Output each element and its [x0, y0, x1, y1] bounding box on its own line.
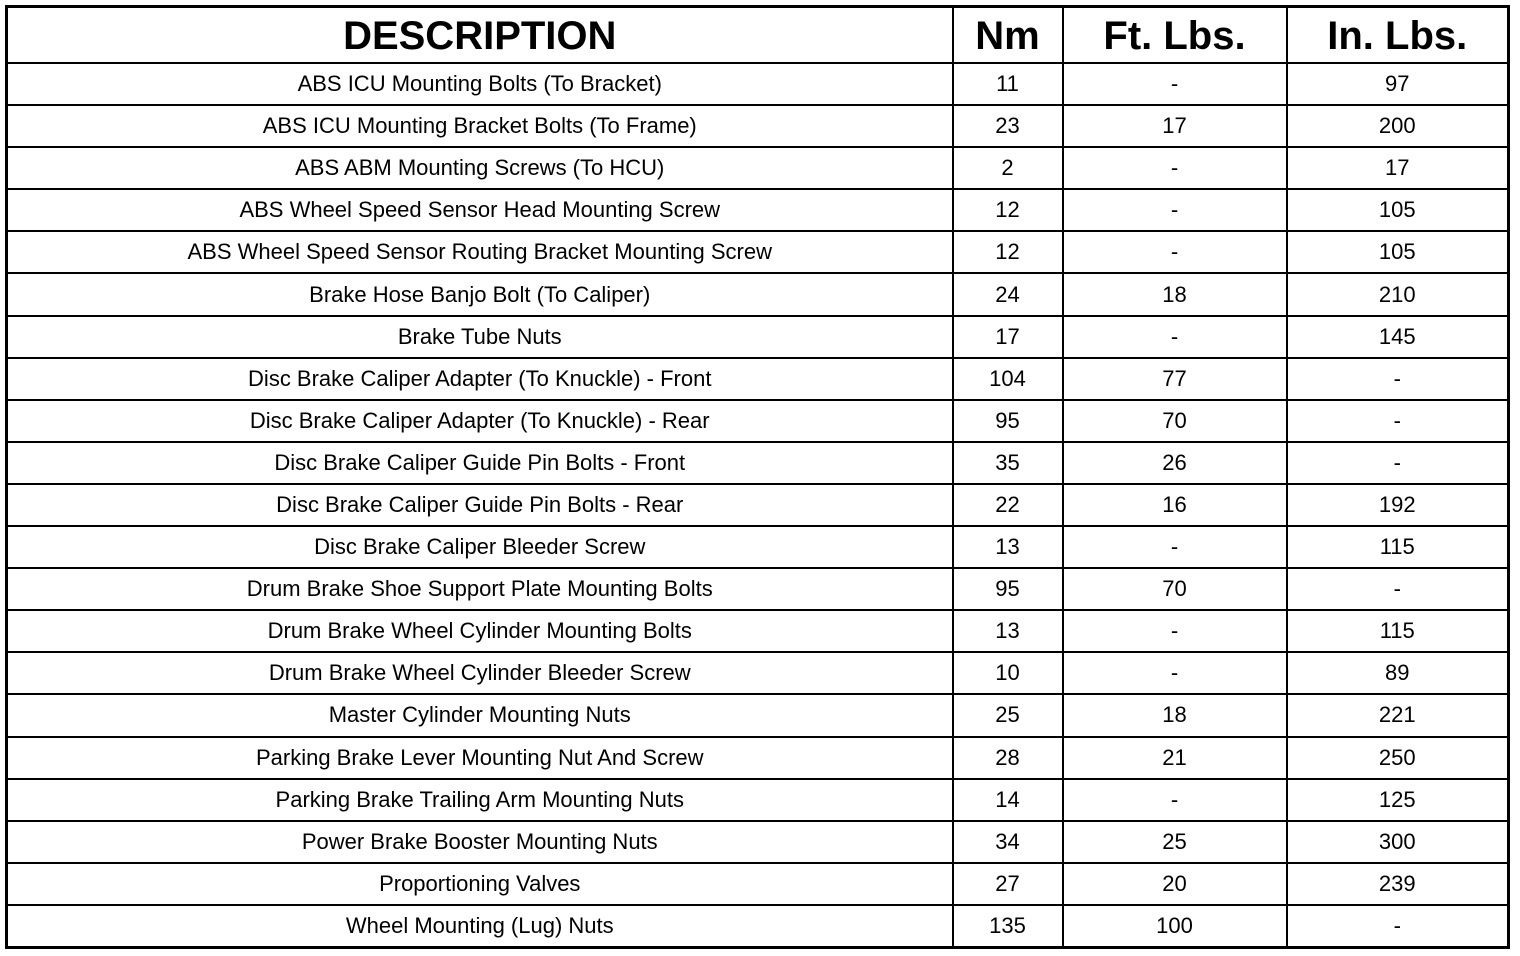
cell-ft-lbs: 16 — [1063, 484, 1287, 526]
table-row — [7, 189, 1509, 231]
cell-description: ABS Wheel Speed Sensor Routing Bracket Mounting Screw — [7, 231, 953, 273]
cell-in-lbs: - — [1287, 905, 1509, 948]
cell-in-lbs: 210 — [1287, 273, 1509, 315]
cell-in-lbs: 239 — [1287, 863, 1509, 905]
cell-in-lbs: - — [1287, 442, 1509, 484]
table-row — [7, 779, 1509, 821]
cell-description: Brake Tube Nuts — [7, 316, 953, 358]
cell-ft-lbs: 17 — [1063, 105, 1287, 147]
cell-ft-lbs: 70 — [1063, 568, 1287, 610]
cell-nm: 104 — [953, 358, 1063, 400]
cell-nm: 11 — [953, 63, 1063, 105]
cell-description: Brake Hose Banjo Bolt (To Caliper) — [7, 273, 953, 315]
cell-nm: 25 — [953, 694, 1063, 736]
cell-ft-lbs: - — [1063, 63, 1287, 105]
cell-description: Parking Brake Lever Mounting Nut And Screw — [7, 737, 953, 779]
cell-nm: 27 — [953, 863, 1063, 905]
header-ft-lbs: Ft. Lbs. — [1063, 7, 1287, 64]
cell-nm: 17 — [953, 316, 1063, 358]
cell-ft-lbs: - — [1063, 779, 1287, 821]
cell-in-lbs: - — [1287, 400, 1509, 442]
cell-nm: 2 — [953, 147, 1063, 189]
cell-description: Disc Brake Caliper Adapter (To Knuckle) - Rear — [7, 400, 953, 442]
cell-nm: 12 — [953, 231, 1063, 273]
cell-in-lbs: 300 — [1287, 821, 1509, 863]
header-in-lbs: In. Lbs. — [1287, 7, 1509, 64]
cell-description: Parking Brake Trailing Arm Mounting Nuts — [7, 779, 953, 821]
table-header — [7, 7, 1509, 64]
cell-nm: 22 — [953, 484, 1063, 526]
cell-nm: 10 — [953, 652, 1063, 694]
cell-in-lbs: 125 — [1287, 779, 1509, 821]
table-row — [7, 63, 1509, 105]
cell-nm: 95 — [953, 568, 1063, 610]
cell-nm: 23 — [953, 105, 1063, 147]
cell-in-lbs: 105 — [1287, 231, 1509, 273]
cell-description: ABS ICU Mounting Bolts (To Bracket) — [7, 63, 953, 105]
cell-ft-lbs: 26 — [1063, 442, 1287, 484]
cell-ft-lbs: - — [1063, 652, 1287, 694]
table-row — [7, 273, 1509, 315]
cell-nm: 35 — [953, 442, 1063, 484]
cell-in-lbs: 250 — [1287, 737, 1509, 779]
header-nm: Nm — [953, 7, 1063, 64]
cell-ft-lbs: 18 — [1063, 273, 1287, 315]
cell-nm: 28 — [953, 737, 1063, 779]
cell-in-lbs: 97 — [1287, 63, 1509, 105]
cell-ft-lbs: 70 — [1063, 400, 1287, 442]
cell-ft-lbs: - — [1063, 147, 1287, 189]
cell-ft-lbs: - — [1063, 189, 1287, 231]
table-row — [7, 400, 1509, 442]
table-row — [7, 105, 1509, 147]
cell-in-lbs: - — [1287, 568, 1509, 610]
cell-ft-lbs: 25 — [1063, 821, 1287, 863]
cell-in-lbs: 17 — [1287, 147, 1509, 189]
cell-ft-lbs: 18 — [1063, 694, 1287, 736]
cell-nm: 13 — [953, 526, 1063, 568]
cell-nm: 13 — [953, 610, 1063, 652]
cell-nm: 34 — [953, 821, 1063, 863]
table-row — [7, 568, 1509, 610]
cell-description: Disc Brake Caliper Bleeder Screw — [7, 526, 953, 568]
table-body — [7, 63, 1509, 948]
table-row — [7, 652, 1509, 694]
table-row — [7, 526, 1509, 568]
table-row — [7, 905, 1509, 948]
table-row — [7, 484, 1509, 526]
cell-in-lbs: 89 — [1287, 652, 1509, 694]
cell-description: Disc Brake Caliper Guide Pin Bolts - Rear — [7, 484, 953, 526]
cell-nm: 14 — [953, 779, 1063, 821]
cell-ft-lbs: - — [1063, 526, 1287, 568]
table-row — [7, 863, 1509, 905]
table-row — [7, 610, 1509, 652]
cell-ft-lbs: - — [1063, 610, 1287, 652]
table-row — [7, 442, 1509, 484]
cell-description: Master Cylinder Mounting Nuts — [7, 694, 953, 736]
cell-ft-lbs: 21 — [1063, 737, 1287, 779]
cell-in-lbs: 221 — [1287, 694, 1509, 736]
cell-description: Wheel Mounting (Lug) Nuts — [7, 905, 953, 948]
torque-spec-table — [5, 5, 1510, 949]
cell-description: Drum Brake Shoe Support Plate Mounting Bolts — [7, 568, 953, 610]
cell-description: ABS Wheel Speed Sensor Head Mounting Screw — [7, 189, 953, 231]
cell-nm: 12 — [953, 189, 1063, 231]
table-row — [7, 821, 1509, 863]
cell-in-lbs: 115 — [1287, 526, 1509, 568]
cell-in-lbs: 105 — [1287, 189, 1509, 231]
cell-in-lbs: - — [1287, 358, 1509, 400]
cell-nm: 135 — [953, 905, 1063, 948]
table-row — [7, 358, 1509, 400]
cell-in-lbs: 192 — [1287, 484, 1509, 526]
table-row — [7, 694, 1509, 736]
cell-in-lbs: 145 — [1287, 316, 1509, 358]
cell-nm: 95 — [953, 400, 1063, 442]
header-description: DESCRIPTION — [7, 7, 953, 64]
cell-description: Drum Brake Wheel Cylinder Mounting Bolts — [7, 610, 953, 652]
cell-description: Power Brake Booster Mounting Nuts — [7, 821, 953, 863]
cell-in-lbs: 200 — [1287, 105, 1509, 147]
cell-description: Proportioning Valves — [7, 863, 953, 905]
table-row — [7, 147, 1509, 189]
header-row — [7, 7, 1509, 64]
cell-in-lbs: 115 — [1287, 610, 1509, 652]
table-row — [7, 316, 1509, 358]
cell-description: Disc Brake Caliper Adapter (To Knuckle) - Front — [7, 358, 953, 400]
table-row — [7, 737, 1509, 779]
cell-ft-lbs: - — [1063, 316, 1287, 358]
cell-ft-lbs: 100 — [1063, 905, 1287, 948]
cell-nm: 24 — [953, 273, 1063, 315]
cell-description: Disc Brake Caliper Guide Pin Bolts - Front — [7, 442, 953, 484]
cell-description: Drum Brake Wheel Cylinder Bleeder Screw — [7, 652, 953, 694]
cell-ft-lbs: 77 — [1063, 358, 1287, 400]
cell-ft-lbs: - — [1063, 231, 1287, 273]
cell-description: ABS ICU Mounting Bracket Bolts (To Frame) — [7, 105, 953, 147]
table-row — [7, 231, 1509, 273]
cell-ft-lbs: 20 — [1063, 863, 1287, 905]
cell-description: ABS ABM Mounting Screws (To HCU) — [7, 147, 953, 189]
